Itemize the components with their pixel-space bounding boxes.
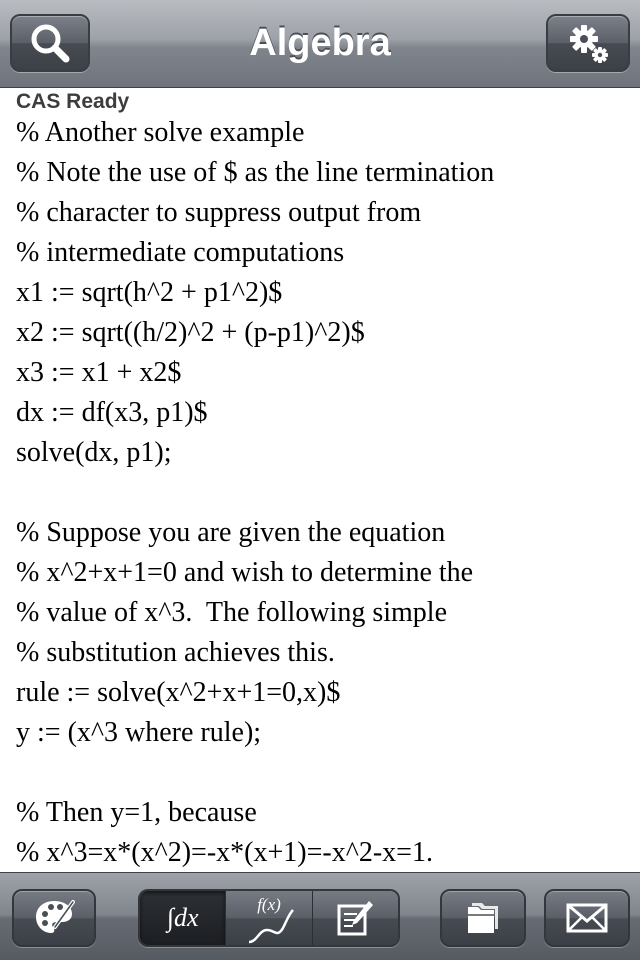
code-line: % character to suppress output from [16, 197, 422, 228]
code-line [16, 753, 626, 793]
code-line: solve(dx, p1); [16, 437, 172, 468]
code-line: % x^2+x+1=0 and wish to determine the [16, 557, 474, 588]
code-line: x1 := sqrt(h^2 + p1^2)$ [16, 277, 283, 308]
code-line: % Then y=1, because [16, 797, 257, 828]
code-line: rule := solve(x^2+x+1=0,x)$ [16, 677, 341, 708]
code-editor[interactable] [16, 113, 626, 873]
code-line: % Suppose you are given the equation [16, 517, 446, 548]
status-label: CAS Ready [16, 90, 130, 113]
code-line: % x^3=x*(x^2)=-x*(x+1)=-x^2-x=1. [16, 837, 433, 868]
files-button[interactable] [440, 889, 526, 947]
code-line: dx := df(x3, p1)$ [16, 397, 208, 428]
tab-notes[interactable] [312, 891, 398, 945]
code-line: x2 := sqrt((h/2)^2 + (p-p1)^2)$ [16, 317, 365, 348]
mail-icon [565, 901, 609, 935]
code-line: % intermediate computations [16, 237, 345, 268]
page-title: Algebra [249, 22, 391, 64]
mode-segmented-control [138, 889, 400, 947]
code-line: % Note the use of $ as the line termination [16, 157, 495, 188]
code-line: % Another solve example [16, 117, 305, 148]
tab-algebra[interactable] [140, 891, 225, 945]
integral-label: ∫dx [166, 903, 199, 932]
code-line: x3 := x1 + x2$ [16, 357, 182, 388]
settings-button[interactable] [546, 14, 630, 72]
code-line: % substitution achieves this. [16, 637, 335, 668]
search-button[interactable] [10, 14, 90, 72]
gear-icon [565, 20, 611, 66]
bottom-toolbar [0, 872, 640, 960]
email-button[interactable] [544, 889, 630, 947]
folder-icon [462, 897, 504, 939]
palette-icon [33, 897, 75, 939]
edit-icon [335, 898, 375, 938]
navigation-bar [0, 0, 640, 88]
theme-button[interactable] [12, 889, 96, 947]
code-line: % value of x^3. The following simple [16, 597, 447, 628]
function-label: f(x) [257, 895, 281, 914]
search-icon [28, 21, 72, 65]
tab-graph[interactable] [225, 891, 311, 945]
code-line: y := (x^3 where rule); [16, 717, 262, 748]
code-line [16, 473, 626, 513]
